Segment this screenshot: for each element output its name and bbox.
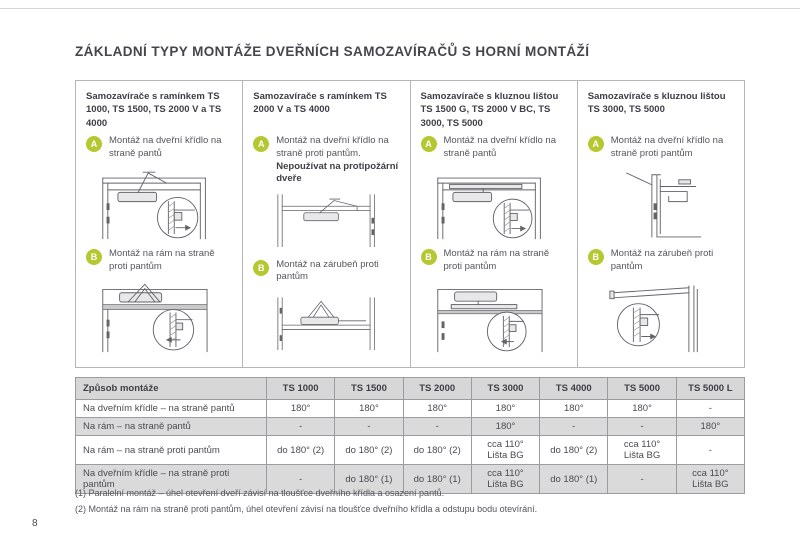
footnotes [75, 486, 537, 518]
footnote-2: (2) Montáž na rám na straně proti pantům, úhel otevření závisí na tloušťce dveřního křídla a odstupu bodu otevírání. [75, 503, 538, 514]
table-cell: - [267, 465, 335, 494]
badge-a-icon: A [421, 136, 437, 152]
caption-b-text: Montáž na zárubeň proti pantům [276, 258, 379, 283]
table-cell: do 180° (1) [403, 465, 471, 494]
table-cell: 180° [403, 400, 471, 418]
diagram-arm-door-opposite-side-icon [253, 189, 399, 252]
diagram-slide-rail-door-hinge-side-icon [421, 168, 567, 242]
table-cell: 180° [471, 418, 539, 436]
caption-b [421, 248, 567, 278]
table-cell: 180° [676, 418, 744, 436]
caption-a [588, 135, 734, 165]
table-header-cell: TS 5000 L [676, 378, 744, 400]
page-top-rule [0, 8, 800, 9]
caption-a-warning: Nepoužívat na protipožární dveře [276, 160, 399, 185]
table-cell: 180° [267, 400, 335, 418]
table-cell: cca 110° Lišta BG [608, 436, 676, 465]
diagram-slide-door-opposite-side-icon [588, 168, 734, 242]
table-row [76, 436, 745, 465]
diagram-arm-jamb-opposite-icon [253, 292, 399, 355]
mounting-column-2 [243, 81, 410, 367]
table-header-row [76, 378, 745, 400]
caption-b-text: Montáž na zárubeň proti pantům [610, 248, 714, 272]
table-cell: - [540, 418, 608, 436]
table-cell: 180° [335, 400, 403, 418]
table-header-cell: TS 3000 [471, 378, 539, 400]
mounting-types-grid [75, 80, 745, 368]
diagram-arm-door-hinge-side-icon [86, 168, 232, 242]
diagram-arm-frame-opposite-side-icon [86, 281, 232, 355]
caption-a-text: Montáž na dveřní křídlo na straně pantů [443, 135, 556, 159]
footnote-1: (1) Paralelní montáž – úhel otevření dveří závisí na tloušťce dveřního křídla a osazení pantů. [75, 488, 445, 498]
table-cell: do 180° (1) [335, 465, 403, 494]
caption-b [86, 248, 232, 278]
table-cell: do 180° (2) [267, 436, 335, 465]
badge-a-icon: A [86, 136, 102, 152]
caption-a [421, 135, 567, 165]
caption-a-text: Montáž na dveřní křídlo na straně proti pantům. Nepoužívat na protipožární dveře [276, 135, 399, 185]
table-cell: cca 110° Lišta BG [676, 465, 744, 494]
table-header-cell: TS 1500 [335, 378, 403, 400]
caption-b [588, 248, 734, 278]
table-cell: do 180° (2) [540, 436, 608, 465]
table-cell: cca 110° Lišta BG [471, 465, 539, 494]
table-header-cell: TS 4000 [540, 378, 608, 400]
caption-a-text: Montáž na dveřní křídlo na straně proti pantům [610, 135, 724, 159]
mounting-column-1 [76, 81, 243, 367]
table-cell: - [267, 418, 335, 436]
table-cell: cca 110° Lišta BG [471, 436, 539, 465]
table-cell: - [608, 465, 676, 494]
table-cell: - [608, 418, 676, 436]
row-label: Na rám – na straně proti pantům [76, 436, 267, 465]
table-cell: - [403, 418, 471, 436]
table-cell: - [676, 400, 744, 418]
table-header-cell: TS 1000 [267, 378, 335, 400]
caption-a-text: Montáž na dveřní křídlo na straně pantů [109, 135, 222, 159]
table-row [76, 400, 745, 418]
diagram-slide-jamb-opposite-icon [588, 281, 734, 355]
page-number: 8 [32, 518, 38, 529]
caption-a [253, 135, 399, 186]
page-title: ZÁKLADNÍ TYPY MONTÁŽE DVEŘNÍCH SAMOZAVÍRAČŮ S HORNÍ MONTÁŽÍ [75, 44, 590, 59]
column-header: Samozavírače s ramínkem TS 2000 V a TS 4000 [253, 91, 387, 116]
table-cell: 180° [540, 400, 608, 418]
badge-b-icon: B [588, 249, 604, 265]
table-cell: 180° [471, 400, 539, 418]
caption-a [86, 135, 232, 165]
table-cell: - [335, 418, 403, 436]
row-label: Na rám – na straně pantů [76, 418, 267, 436]
table-header-cell: TS 5000 [608, 378, 676, 400]
table-cell: - [676, 436, 744, 465]
badge-b-icon: B [421, 249, 437, 265]
table-row [76, 418, 745, 436]
table-cell: do 180° (2) [403, 436, 471, 465]
mounting-column-4 [578, 81, 744, 367]
badge-b-icon: B [253, 260, 269, 276]
caption-b [253, 259, 399, 289]
caption-b-text: Montáž na rám na straně proti pantům [109, 248, 215, 272]
mounting-spec-table [75, 377, 745, 494]
table-cell: 180° [608, 400, 676, 418]
diagram-slide-rail-frame-opposite-icon [421, 281, 567, 355]
badge-a-icon: A [253, 136, 269, 152]
row-label: Na dveřním křídle – na straně pantů [76, 400, 267, 418]
badge-a-icon: A [588, 136, 604, 152]
row-label: Na dveřním křídle – na straně proti pantům [76, 465, 267, 494]
mounting-column-3 [411, 81, 578, 367]
caption-b-text: Montáž na rám na straně proti pantům [443, 248, 550, 272]
column-header: Samozavírače s ramínkem TS 1000, TS 1500, TS 2000 V a TS 4000 [86, 91, 222, 129]
badge-b-icon: B [86, 249, 102, 265]
table-cell: do 180° (1) [540, 465, 608, 494]
table-header-cell: TS 2000 [403, 378, 471, 400]
column-header: Samozavírače s kluznou lištou TS 3000, TS 5000 [587, 91, 726, 116]
table-header-cell: Způsob montáže [76, 378, 267, 400]
column-header: Samozavírače s kluznou lištou TS 1500 G, TS 2000 V BC, TS 3000, TS 5000 [420, 91, 559, 129]
table-cell: do 180° (2) [335, 436, 403, 465]
